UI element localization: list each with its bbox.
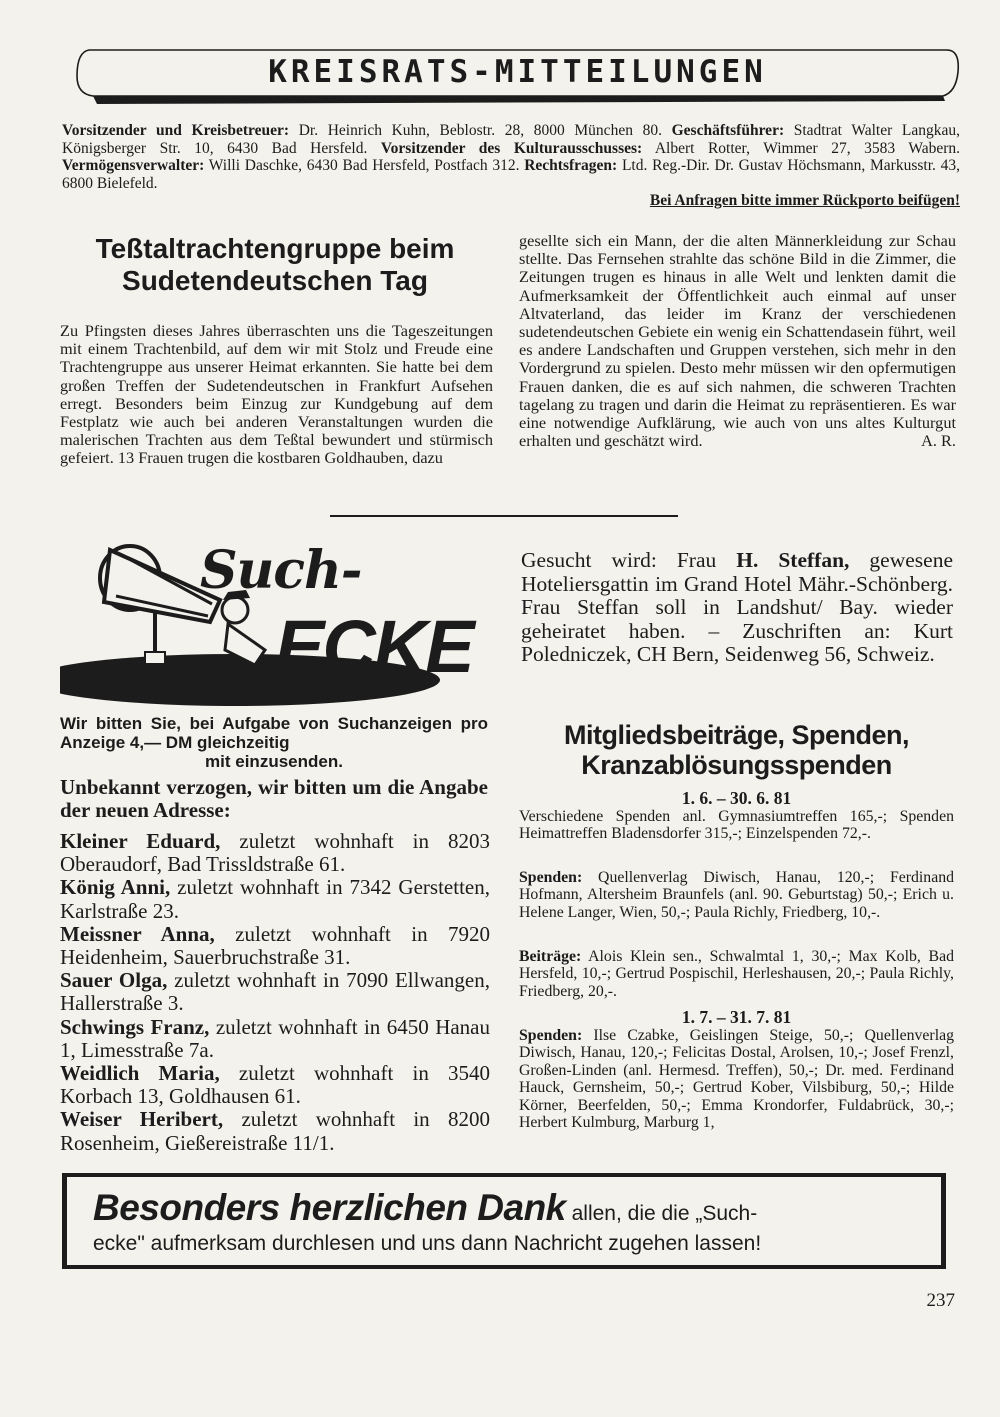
list-item <box>60 1062 490 1108</box>
list-item <box>60 1108 490 1154</box>
officer-value-culture: Albert Rotter, Wimmer 27, 3583 Wabern. <box>642 139 961 157</box>
person-name: Kleiner Eduard, <box>60 829 221 853</box>
person-name: König Anni, <box>60 875 171 900</box>
person-address: zuletzt wohnhaft in 7920 Heidenheim, Sauerbruchstraße 31. <box>60 921 490 970</box>
ad-fee-request <box>60 714 488 771</box>
period-heading-july: 1. 7. – 31. 7. 81 <box>681 1007 792 1027</box>
logo-ecke-text: ECKE <box>275 605 473 688</box>
wanted-notice-text: gewesene Hoteliersgattin im Grand Hotel Mähr.-Schönberg. Frau Steffan soll in Landshut/ Bay. wieder geheiratet haben. – Zuschriften an: Kurt Poledniczek, CH Bern, Seidenweg 56, Schweiz. <box>521 548 953 667</box>
dues-paragraph-donations-june <box>519 869 954 921</box>
dues-paragraph-contributions <box>519 948 954 1000</box>
officer-label-chair: Vorsitzender und Kreisbetreuer: <box>62 122 290 139</box>
section-divider <box>330 515 678 517</box>
person-address: zuletzt wohnhaft in 8203 Oberaudorf, Bad Trissldstraße 61. <box>60 829 490 877</box>
ad-fee-request-end: mit einzusenden. <box>205 752 343 771</box>
person-name: Weidlich Maria, <box>60 1061 220 1086</box>
masthead-title: KREISRATS-MITTEILUNGEN <box>268 54 767 90</box>
person-name: Schwings Franz, <box>60 1014 210 1039</box>
list-item <box>60 876 490 922</box>
thanks-line-1 <box>93 1187 757 1229</box>
dues-label: Spenden: <box>519 1027 583 1044</box>
period-heading-june: 1. 6. – 30. 6. 81 <box>681 788 792 808</box>
list-item <box>60 923 490 969</box>
officer-label-assets: Vermögensverwalter: <box>62 157 205 174</box>
dues-paragraph-various: Verschiedene Spenden anl. Gymnasiumtreffen 165,-; Spenden Heimattreffen Bladensdorfer 315,-; Einzelspenden 72,-. <box>519 808 954 843</box>
article-signature: A. R. <box>921 431 956 451</box>
list-item <box>60 969 490 1015</box>
dues-text: Quellenverlag Diwisch, Hanau, 120,-; Ferdinand Hofmann, Altersheim Braunfels (anl. 90. Geburtstag) 50,-; Erich u. Helene Langer, Wien, 50,-; Paula Richly, Friedberg, 10,-. <box>519 869 954 921</box>
person-address: zuletzt wohnhaft in 7342 Gerstetten, Karlstraße 23. <box>60 875 490 923</box>
officers-block <box>62 122 960 192</box>
officer-value-legal: Ltd. Reg.-Dir. Dr. Gustav Höchsmann, Markusstr. 43, 6800 Bielefeld. <box>62 157 960 192</box>
wanted-notice <box>521 549 953 667</box>
wanted-notice-pre: Gesucht wird: Frau <box>521 548 737 572</box>
article-column-left: Zu Pfingsten dieses Jahres überraschten uns die Tageszeitungen mit einem Trachtenbild, auf dem wir mit Stolz und Freude eine Trachtengruppe aus unserer Heimat erkannten. Sie hatte bei dem großen Treffen der Sudetendeutschen in Frankfurt Aufsehen erregt. Besonders beim Einzug zur Kundgebung auf dem Festplatz wie auch bei anderen Veranstaltungen wurden die malerischen Trachten aus dem Teßtal bewundert und stürmisch gefeiert. 13 Frauen trugen die kostbaren Goldhauben, dazu <box>60 321 493 468</box>
officer-label-manager: Geschäftsführer: <box>671 122 785 139</box>
missing-persons-list <box>60 830 490 1155</box>
page-number: 237 <box>926 1290 955 1311</box>
article-column-right <box>519 232 956 450</box>
thanks-text-start: allen, die die „Such- <box>565 1202 758 1225</box>
person-address: zuletzt wohnhaft in 7090 Ellwangen, Hallerstraße 3. <box>60 968 490 1016</box>
officer-label-legal: Rechtsfragen: <box>524 157 618 174</box>
dues-text: Ilse Czabke, Geislingen Steige, 50,-; Quellenverlag Diwisch, Hanau, 120,-; Felicitas Dostal, Arolsen, 10,-; Josef Frenzl, Großen-Linden (anl. Hermesd. Treffen), 50,-; Dr. med. Ferdinand Hauck, Gernsheim, 50,-; Gertrud Kober, Vilsbiburg, 50,-; Hilde Körner, Beerfelden, 50,-; Emma Krondorfer, Fuldabrück, 30,-; Herbert Kulmburg, Marburg 1, <box>519 1027 954 1132</box>
return-postage-note: Bei Anfragen bitte immer Rückporto beifügen! <box>649 192 960 209</box>
logo-such-text: Such- <box>200 540 362 601</box>
person-address: zuletzt wohnhaft in 8200 Rosenheim, Gießereistraße 11/1. <box>60 1107 490 1155</box>
officer-value-assets: Willi Daschke, 6430 Bad Hersfeld, Postfach 312. <box>204 157 525 174</box>
person-address: zuletzt wohnhaft in 6450 Hanau 1, Limesstraße 7a. <box>60 1014 490 1062</box>
person-name: Meissner Anna, <box>60 921 215 946</box>
article-text-right: gesellte sich ein Mann, der die alten Männerkleidung zur Schau stellte. Das Fernsehen strahlte das schöne Bild in die Zimmer, die Zeitungen trugen es hinaus in alle Welt und lenkten damit die Aufmerksamkeit der Öffentlichkeit auch einmal auf unser Altvaterland, das leider im Kranz der verschiedenen sudetendeutschen Gebiete ein wenig ein Schattendasein führt, weil es andere Landschaften und Gruppen verstehen, sich mehr in den Vordergrund zu spielen. Desto mehr müssen wir den opfermutigen Frauen danken, die es auf sich nahmen, die schweren Trachten tagelang zu tragen und darin die Heimat zu repräsentieren. Es war eine notwendige Aufklärung, wie auch von uns altes Kulturgut erhalten und geschätzt wird. <box>519 231 956 451</box>
officer-label-culture: Vorsitzender des Kulturausschusses: <box>380 139 643 157</box>
thanks-headline: Besonders herzlichen Dank <box>93 1187 566 1228</box>
list-item <box>60 830 490 876</box>
such-ecke-logo <box>60 540 500 710</box>
article-title: Teßtaltrachtengruppe beim Sudetendeutschen Tag <box>95 233 455 296</box>
masthead <box>75 48 960 106</box>
wanted-person-name: H. Steffan, <box>736 548 850 572</box>
dues-paragraph-donations-july <box>519 1027 954 1131</box>
person-name: Weiser Heribert, <box>60 1107 224 1132</box>
person-address: zuletzt wohnhaft in 3540 Korbach 13, Goldhausen 61. <box>60 1061 490 1109</box>
dues-label: Beiträge: <box>519 948 582 965</box>
thanks-box <box>62 1173 946 1269</box>
dues-title: Mitgliedsbeiträge, Spenden, Kranzablösungsspenden <box>563 720 910 780</box>
list-item <box>60 1016 490 1062</box>
ad-fee-request-text: Wir bitten Sie, bei Aufgabe von Suchanzeigen pro Anzeige 4,— DM gleichzeitig <box>60 714 488 752</box>
dues-text: Alois Klein sen., Schwalmtal 1, 30,-; Max Kolb, Bad Hersfeld, 10,-; Gertrud Pospischil, Herleshausen, 20,-; Paula Richly, Friedberg, 20,-. <box>519 948 954 1000</box>
officer-value-chair: Dr. Heinrich Kuhn, Beblostr. 28, 8000 München 80. <box>289 122 672 139</box>
thanks-text-end: ecke" aufmerksam durchlesen und uns dann Nachricht zugehen lassen! <box>93 1232 762 1255</box>
officer-value-manager: Stadtrat Walter Langkau, Königsberger Str. 10, 6430 Bad Hersfeld. <box>62 122 960 157</box>
dues-label: Spenden: <box>519 869 583 886</box>
unknown-moved-heading: Unbekannt verzogen, wir bitten um die Angabe der neuen Adresse: <box>60 775 488 822</box>
person-name: Sauer Olga, <box>60 968 168 993</box>
